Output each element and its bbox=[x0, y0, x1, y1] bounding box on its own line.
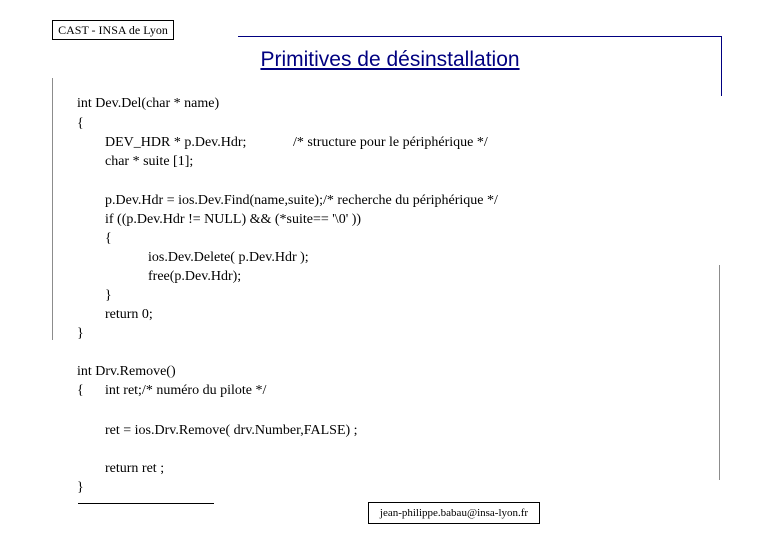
code-line: free(p.Dev.Hdr); bbox=[148, 269, 242, 284]
code-line: int Dev.Del(char * name) bbox=[77, 96, 220, 111]
code-line: } bbox=[105, 288, 112, 303]
footer-email-box bbox=[368, 502, 540, 524]
code-line: int Drv.Remove() bbox=[77, 364, 176, 379]
code-line: return 0; bbox=[105, 307, 153, 322]
code-line: ret = ios.Drv.Remove( drv.Number,FALSE) ; bbox=[105, 423, 358, 438]
code-line: return ret ; bbox=[105, 461, 165, 476]
code-line: { bbox=[77, 383, 84, 398]
code-line: ios.Dev.Delete( p.Dev.Hdr ); bbox=[148, 250, 309, 265]
code-line: } bbox=[77, 480, 84, 495]
code-comment: /* structure pour le périphérique */ bbox=[293, 135, 488, 150]
code-line: p.Dev.Hdr = ios.Dev.Find(name,suite);/* recherche du périphérique */ bbox=[105, 193, 498, 208]
code-line: char * suite [1]; bbox=[105, 154, 194, 169]
header-label: CAST - INSA de Lyon bbox=[58, 23, 168, 37]
code-line: { bbox=[105, 231, 112, 246]
code-line: } bbox=[77, 326, 84, 341]
code-line: int ret;/* numéro du pilote */ bbox=[105, 383, 267, 398]
page-title: Primitives de désinstallation bbox=[260, 48, 520, 71]
code-line: if ((p.Dev.Hdr != NULL) && (*suite== '\0' )) bbox=[105, 212, 362, 227]
code-line: { bbox=[77, 116, 84, 131]
code-line: DEV_HDR * p.Dev.Hdr; bbox=[105, 135, 247, 150]
footer-email: jean-philippe.babau@insa-lyon.fr bbox=[379, 507, 529, 519]
